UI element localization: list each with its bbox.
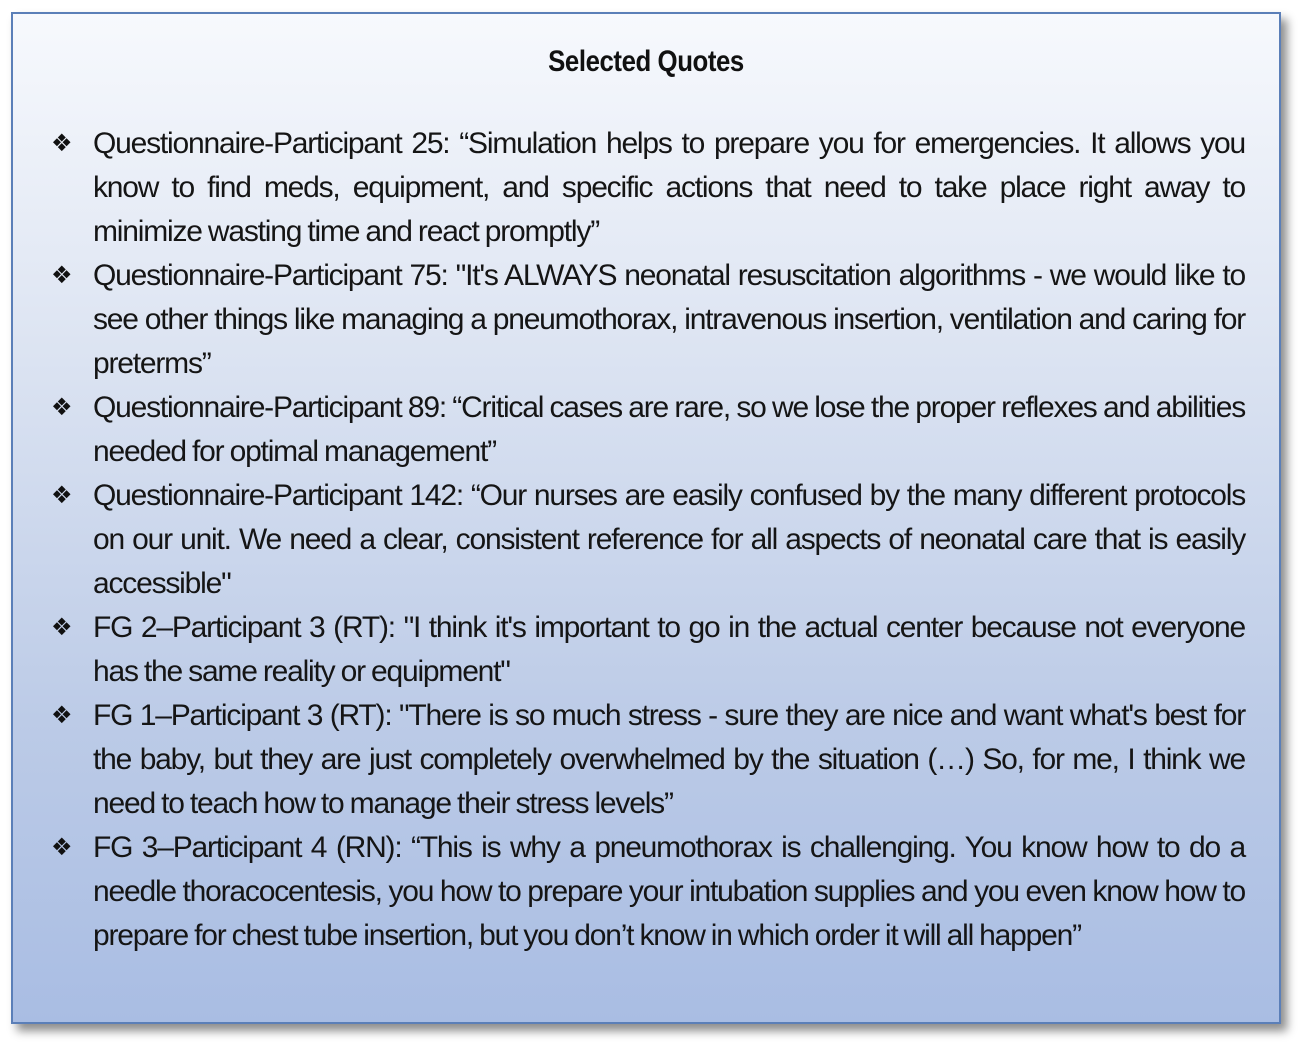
quotes-panel xyxy=(11,12,1281,1024)
list-item xyxy=(13,122,1279,254)
panel-title: Selected Quotes xyxy=(548,45,744,78)
diamond-bullet-icon: ❖ xyxy=(51,129,73,157)
list-item xyxy=(13,694,1279,826)
diamond-bullet-icon: ❖ xyxy=(51,481,73,509)
list-item xyxy=(13,606,1279,694)
quote-text: FG 2–Participant 3 (RT): "I think it's important to go in the actual center because not everyone has the same reality or equipment" xyxy=(93,611,1245,688)
list-item xyxy=(13,386,1279,474)
quote-text: Questionnaire-Participant 142: “Our nurses are easily confused by the many different protocols on our unit. We need a clear, consistent reference for all aspects of neonatal care that is easily accessible" xyxy=(93,479,1245,600)
quote-list xyxy=(13,122,1279,958)
diamond-bullet-icon: ❖ xyxy=(51,701,73,729)
quote-text: Questionnaire-Participant 89: “Critical cases are rare, so we lose the proper reflexes and abilities needed for optimal management” xyxy=(93,391,1245,468)
diamond-bullet-icon: ❖ xyxy=(51,393,73,421)
quote-text: FG 1–Participant 3 (RT): "There is so much stress - sure they are nice and want what's best for the baby, but they are just completely overwhelmed by the situation (…) So, for me, I think we need to teach how to manage their stress levels” xyxy=(93,699,1245,820)
diamond-bullet-icon: ❖ xyxy=(51,261,73,289)
quote-text: Questionnaire-Participant 75: "It's ALWAYS neonatal resuscitation algorithms - we would like to see other things like managing a pneumothorax, intravenous insertion, ventilation and caring for preterms” xyxy=(93,259,1245,380)
quote-text: Questionnaire-Participant 25: “Simulation helps to prepare you for emergencies. It allows you know to find meds, equipment, and specific actions that need to take place right away to minimize wasting time and react promptly” xyxy=(93,127,1245,248)
quote-text: FG 3–Participant 4 (RN): “This is why a pneumothorax is challenging. You know how to do a needle thoracocentesis, you how to prepare your intubation supplies and you even know how to prepare for chest tube insertion, but you don’t know in which order it will all happen” xyxy=(93,831,1245,952)
list-item xyxy=(13,474,1279,606)
list-item xyxy=(13,826,1279,958)
list-item xyxy=(13,254,1279,386)
diamond-bullet-icon: ❖ xyxy=(51,833,73,861)
diamond-bullet-icon: ❖ xyxy=(51,613,73,641)
